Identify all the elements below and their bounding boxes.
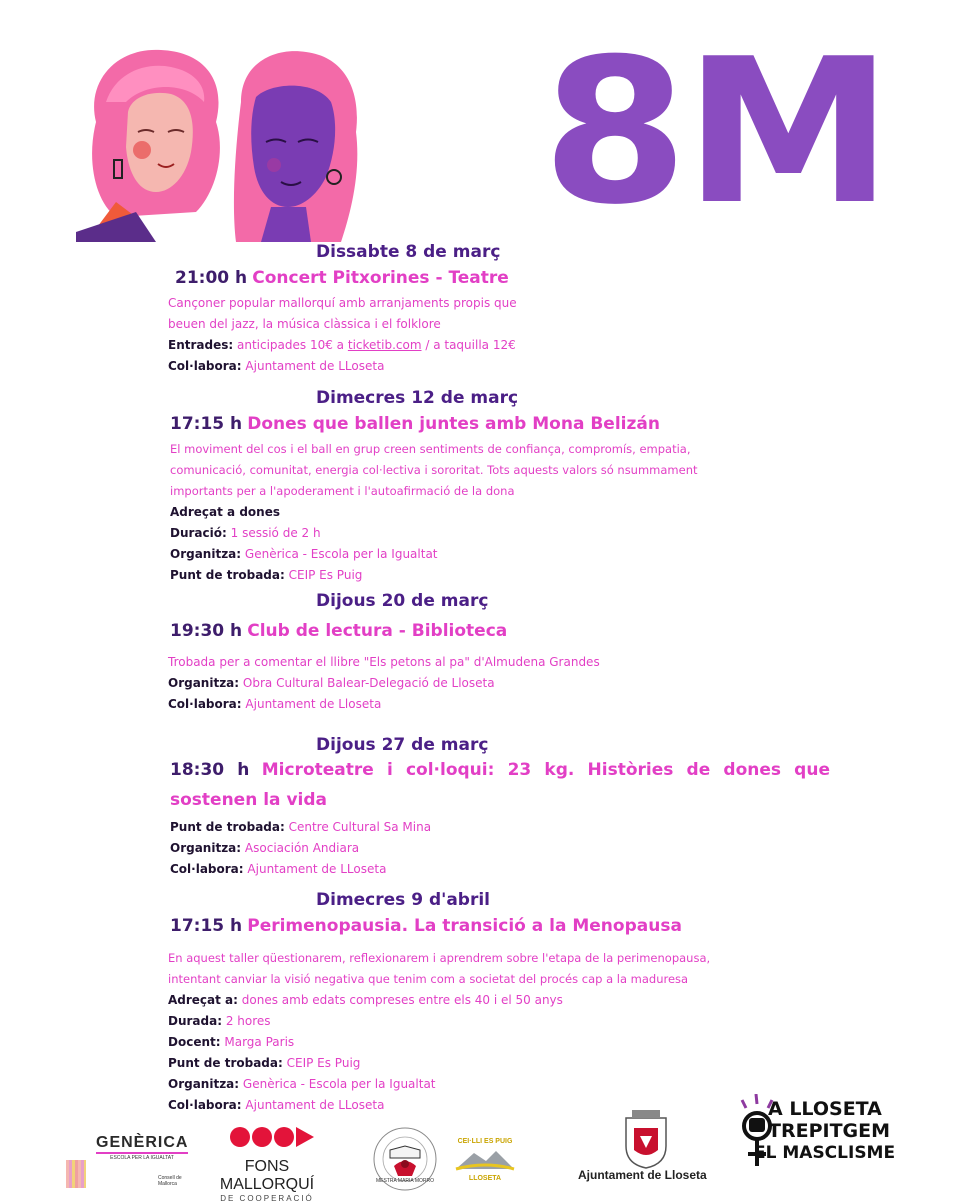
event-1-entrades	[168, 338, 516, 352]
event-2-info-2: Duració: 1 sessió de 2 h	[170, 526, 321, 540]
event-4-info-1: Punt de trobada: Centre Cultural Sa Mina	[170, 820, 432, 834]
ticketib-link[interactable]: ticketib.com	[347, 338, 422, 352]
event-2-info-4: Punt de trobada: CEIP Es Puig	[170, 568, 363, 582]
fons-dots-icon	[196, 1124, 338, 1154]
event-1-title: Concert Pitxorines - Teatre	[252, 268, 509, 288]
event-2-info-3: Organitza: Genèrica - Escola per la Igualtat	[170, 547, 438, 561]
event-1-date: Dissabte 8 de març	[316, 242, 501, 262]
event-4-info-3: Col·labora: Ajuntament de LLoseta	[170, 862, 387, 876]
event-4-date: Dijous 27 de març	[316, 735, 489, 755]
event-2-title: Dones que ballen juntes amb Mona Belizán	[247, 414, 660, 434]
event-5-info-4: Punt de trobada: CEIP Es Puig	[168, 1056, 361, 1070]
entrades-label: Entrades:	[168, 338, 234, 352]
event-3-time: 19:30 h	[170, 621, 243, 641]
event-4-info-2: Organitza: Asociación Andiara	[170, 841, 360, 855]
event-2-desc-2: comunicació, comunitat, energia col·lectiva i sororitat. Tots aquests valors só nsummament	[170, 463, 698, 477]
event-5-info-2: Durada: 2 hores	[168, 1014, 271, 1028]
campaign-logo	[754, 1098, 896, 1164]
event-5-desc-2: intentant canviar la visió negativa que tenim com a societat del procés cap a la maduresa	[168, 972, 689, 986]
event-5-info-3: Docent: Marga Paris	[168, 1035, 295, 1049]
event-5-date: Dimecres 9 d'abril	[316, 890, 491, 910]
event-2-time: 17:15 h	[170, 414, 243, 434]
espuig-bottom: LLOSETA	[468, 1175, 502, 1182]
event-5-time: 17:15 h	[170, 916, 243, 936]
event-2-heading	[170, 414, 660, 434]
event-2-desc-3: importants per a l'apoderament i l'autoafirmació de la dona	[170, 484, 515, 498]
event-2-desc-1: El moviment del cos i el ball en grup creen sentiments de confiança, compromís, empatia,	[170, 442, 691, 456]
event-5-title: Perimenopausia. La transició a la Menopausa	[247, 916, 682, 936]
event-1-colabora: Col·labora: Ajuntament de LLoseta	[168, 359, 385, 373]
fons-name: FONS MALLORQUÍ	[219, 1158, 315, 1193]
event-2-info-1: Adreçat a dones	[170, 505, 280, 519]
school-seal-name: MESTRA MARIA MORRO	[375, 1178, 435, 1184]
generica-name: GENÈRICA	[96, 1134, 188, 1154]
big-title-8m: 8M	[542, 16, 889, 249]
campaign-line-1: A LLOSETA	[768, 1098, 882, 1120]
event-1-heading	[175, 268, 509, 288]
entrades-post: / a taquilla 12€	[425, 338, 516, 352]
event-4-time: 18:30 h	[170, 760, 250, 780]
event-3-title: Club de lectura - Biblioteca	[247, 621, 508, 641]
consell-label: Consell de Mallorca	[158, 1175, 182, 1187]
event-4-heading	[170, 760, 830, 780]
espuig-hill-icon	[452, 1145, 518, 1171]
event-5-heading	[170, 916, 682, 936]
event-3-info-2: Col·labora: Ajuntament de Lloseta	[168, 697, 382, 711]
event-5-info-1: Adreçat a: dones amb edats compreses entre els 40 i el 50 anys	[168, 993, 563, 1007]
fons-mallorqui-logo	[196, 1124, 338, 1203]
generica-logo	[96, 1134, 188, 1161]
event-5-info-5: Organitza: Genèrica - Escola per la Igualtat	[168, 1077, 436, 1091]
consell-stripes-icon	[66, 1160, 86, 1188]
event-1-desc-1: Cançoner popular mallorquí amb arranjaments propis que	[168, 296, 517, 310]
event-4-title-2: sostenen la vida	[170, 790, 327, 810]
entrades-pre: anticipades 10€ a	[237, 338, 345, 352]
campaign-line-2: TREPITGEM	[768, 1120, 891, 1142]
event-5-info-6: Col·labora: Ajuntament de LLoseta	[168, 1098, 385, 1112]
event-1-time: 21:00 h	[175, 268, 248, 288]
ajuntament-name: Ajuntament de Lloseta	[578, 1168, 707, 1182]
event-5-desc-1: En aquest taller qüestionarem, reflexionarem i aprendrem sobre l'etapa de la perimenopausa,	[168, 951, 711, 965]
event-3-info-1: Organitza: Obra Cultural Balear-Delegació de Lloseta	[168, 676, 495, 690]
event-2-date: Dimecres 12 de març	[316, 388, 519, 408]
event-1-desc-2: beuen del jazz, la música clàssica i el folklore	[168, 317, 441, 331]
campaign-line-3: EL MASCLISME	[754, 1143, 896, 1163]
event-3-date: Dijous 20 de març	[316, 591, 489, 611]
espuig-logo	[452, 1138, 518, 1186]
fons-sub: DE COOPERACIÓ	[220, 1194, 314, 1203]
women-illustration	[76, 42, 376, 242]
espuig-top: CEI·LLI ES PUIG	[457, 1138, 513, 1145]
event-3-heading	[170, 621, 507, 641]
generica-sub: ESCOLA PER LA IGUALTAT	[110, 1155, 174, 1161]
lloseta-coat-of-arms-icon	[618, 1106, 674, 1170]
event-4-title-1: Microteatre i col·loqui: 23 kg. Històries de dones que	[261, 760, 830, 780]
event-3-desc-1: Trobada per a comentar el llibre "Els petons al pa" d'Almudena Grandes	[168, 655, 600, 669]
